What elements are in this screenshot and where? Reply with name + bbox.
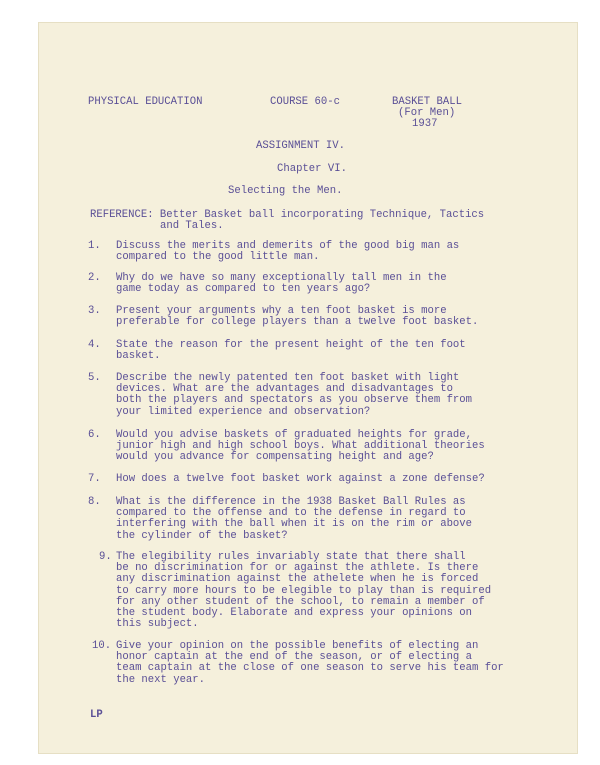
question-text-line: both the players and spectators as you observe them from: [116, 394, 473, 407]
question-number: 9.: [99, 551, 112, 563]
question-text-line: Would you advise baskets of graduated heights for grade,: [116, 429, 473, 441]
year-label: 1937: [412, 118, 438, 130]
question-text-line: your limited experience and observation?: [116, 405, 371, 418]
question-number: 3.: [88, 305, 101, 317]
question-number: 7.: [88, 473, 101, 485]
question-text-line: Discuss the merits and demerits of the good big man as: [116, 240, 460, 252]
department-heading: PHYSICAL EDUCATION: [88, 96, 203, 108]
question-text-line: Why do we have so many exceptionally tall men in the: [116, 272, 447, 284]
question-text-line: compared to the good little man.: [116, 251, 320, 264]
question-text-line: the next year.: [116, 673, 206, 686]
question-number: 6.: [88, 429, 101, 441]
question-text-line: compared to the offense and to the defense in regard to: [116, 507, 466, 520]
question-text-line: to carry more hours to be elegible to play than is required: [116, 584, 492, 597]
reference-line-1: REFERENCE: Better Basket ball incorporating Technique, Tactics: [90, 209, 485, 221]
question-text-line: the cylinder of the basket?: [116, 529, 288, 542]
question-number: 10.: [92, 640, 112, 652]
topic-title: Selecting the Men.: [228, 185, 343, 197]
subject-line-1: BASKET BALL: [392, 96, 462, 108]
question-number: 8.: [88, 496, 101, 508]
question-text-line: basket.: [116, 350, 161, 363]
chapter-title: Chapter VI.: [277, 163, 347, 175]
question-number: 4.: [88, 339, 101, 351]
question-text-line: be no discrimination for or against the athlete. Is there: [116, 562, 479, 575]
question-text-line: junior high and high school boys. What additional theories: [116, 440, 485, 453]
question-text-line: How does a twelve foot basket work against a zone defense?: [116, 473, 485, 485]
question-text-line: The elegibility rules invariably state that there shall: [116, 551, 466, 563]
question-number: 2.: [88, 272, 101, 284]
question-text-line: Present your arguments why a ten foot basket is more: [116, 305, 447, 317]
question-text-line: any discrimination against the athelete when he is forced: [116, 573, 479, 586]
question-text-line: State the reason for the present height of the ten foot: [116, 339, 466, 351]
question-text-line: Describe the newly patented ten foot basket with light: [116, 372, 460, 384]
question-text-line: devices. What are the advantages and disadvantages to: [116, 383, 453, 396]
question-text-line: Give your opinion on the possible benefits of electing an: [116, 640, 479, 652]
question-text-line: preferable for college players than a twelve foot basket.: [116, 316, 479, 329]
reference-line-2: and Tales.: [160, 220, 224, 232]
question-text-line: game today as compared to ten years ago?: [116, 283, 371, 296]
initials: LP: [90, 709, 103, 721]
question-text-line: for any other student of the school, to remain a member of: [116, 595, 485, 608]
assignment-title: ASSIGNMENT IV.: [256, 140, 346, 152]
question-text-line: this subject.: [116, 618, 199, 631]
question-text-line: would you advance for compensating height and age?: [116, 451, 434, 464]
question-text-line: team captain at the close of one season to serve his team for: [116, 662, 504, 675]
question-number: 5.: [88, 372, 101, 384]
question-text-line: the student body. Elaborate and express your opinions on: [116, 607, 473, 619]
subject-line-2: (For Men): [398, 107, 456, 119]
question-text-line: What is the difference in the 1938 Basket Ball Rules as: [116, 496, 466, 508]
course-heading: COURSE 60-c: [270, 96, 340, 108]
question-text-line: honor captain at the end of the season, or of electing a: [116, 651, 473, 664]
question-text-line: interfering with the ball when it is on the rim or above: [116, 518, 473, 531]
question-number: 1.: [88, 240, 101, 252]
